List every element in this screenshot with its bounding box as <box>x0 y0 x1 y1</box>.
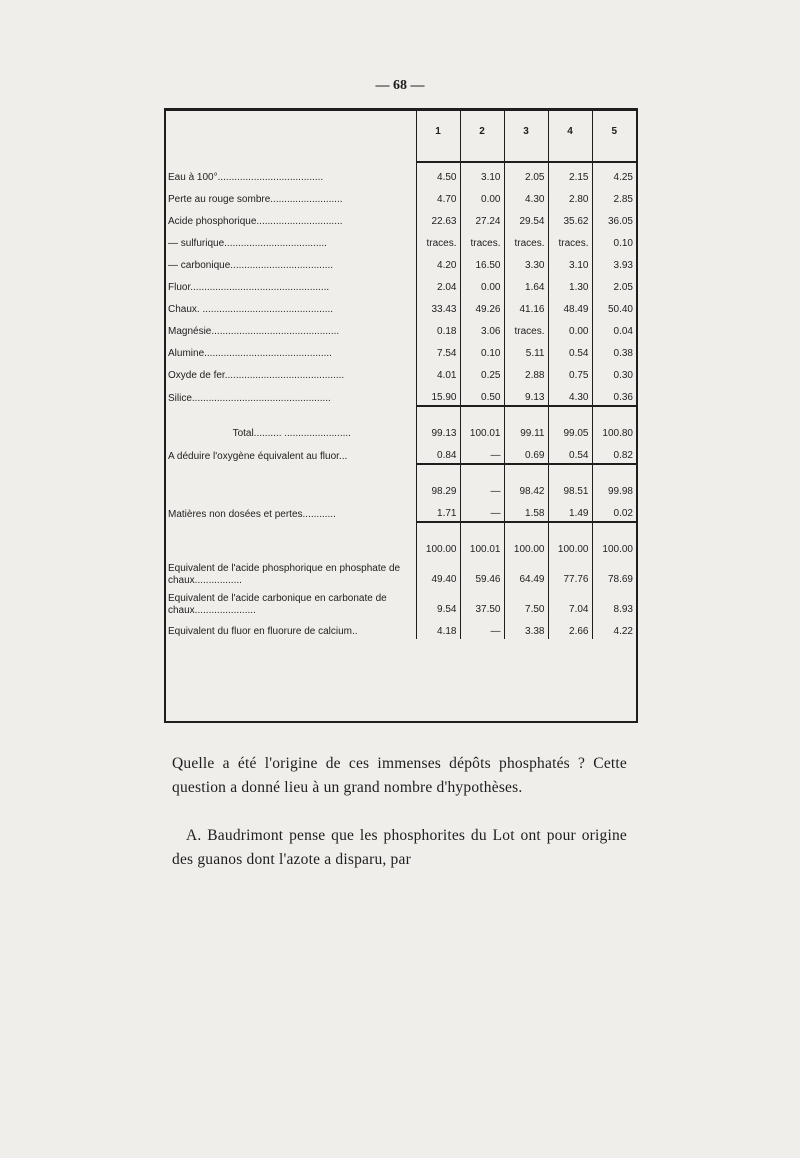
cell-value: traces. <box>460 229 504 251</box>
column-header: 3 <box>504 111 548 162</box>
column-header: 4 <box>548 111 592 162</box>
row-label: Fluor.................................................. <box>168 282 330 293</box>
cell-value: 100.01 <box>460 419 504 441</box>
cell-value: 35.62 <box>548 207 592 229</box>
table-row <box>166 361 636 383</box>
table-row <box>166 499 636 522</box>
cell-value: 48.49 <box>548 295 592 317</box>
row-label: Total.......... ........................ <box>232 428 351 439</box>
cell-value: 9.13 <box>504 383 548 406</box>
row-label: Alumine.............................................. <box>168 348 332 359</box>
table-row <box>166 185 636 207</box>
column-header: 1 <box>416 111 460 162</box>
cell-value: 49.26 <box>460 295 504 317</box>
cell-value: 0.38 <box>592 339 636 361</box>
cell-value: 100.00 <box>416 535 460 557</box>
analysis-table-grid <box>166 111 636 639</box>
cell-value: 0.25 <box>460 361 504 383</box>
table-row <box>166 295 636 317</box>
cell-value: 100.00 <box>548 535 592 557</box>
cell-value: 2.05 <box>592 273 636 295</box>
cell-value: 1.49 <box>548 499 592 522</box>
cell-value: traces. <box>504 229 548 251</box>
cell-value: 1.58 <box>504 499 548 522</box>
cell-value: 0.04 <box>592 317 636 339</box>
cell-value: 100.01 <box>460 535 504 557</box>
cell-value: traces. <box>504 317 548 339</box>
cell-value: 3.93 <box>592 251 636 273</box>
cell-value: 0.82 <box>592 441 636 464</box>
cell-value: 0.02 <box>592 499 636 522</box>
row-label: A déduire l'oxygène équivalent au fluor... <box>168 451 348 462</box>
cell-value: 0.84 <box>416 441 460 464</box>
table-row <box>166 441 636 464</box>
cell-value: 49.40 <box>416 557 460 587</box>
cell-value: 0.75 <box>548 361 592 383</box>
cell-value: 7.50 <box>504 587 548 617</box>
cell-value: 3.10 <box>548 251 592 273</box>
row-label: Eau à 100°...................................... <box>168 172 324 183</box>
cell-value: 3.30 <box>504 251 548 273</box>
cell-value: 3.38 <box>504 617 548 639</box>
cell-value: 22.63 <box>416 207 460 229</box>
cell-value: 64.49 <box>504 557 548 587</box>
cell-value: 2.80 <box>548 185 592 207</box>
cell-value: 4.70 <box>416 185 460 207</box>
cell-value: 16.50 <box>460 251 504 273</box>
cell-value: 3.06 <box>460 317 504 339</box>
cell-value: 36.05 <box>592 207 636 229</box>
table-spacer <box>166 406 636 419</box>
cell-value: 7.54 <box>416 339 460 361</box>
cell-value: 99.05 <box>548 419 592 441</box>
page-number: — 68 — <box>375 78 425 93</box>
cell-value: — <box>460 441 504 464</box>
cell-value: 0.54 <box>548 441 592 464</box>
table-spacer <box>166 464 636 477</box>
cell-value: 33.43 <box>416 295 460 317</box>
table-body <box>166 162 636 639</box>
cell-value: 1.64 <box>504 273 548 295</box>
row-label: Equivalent du fluor en fluorure de calcium.. <box>168 626 358 637</box>
cell-value: 98.29 <box>416 477 460 499</box>
cell-value: 59.46 <box>460 557 504 587</box>
cell-value: traces. <box>548 229 592 251</box>
cell-value: 0.00 <box>548 317 592 339</box>
cell-value: — <box>460 499 504 522</box>
cell-value: 100.00 <box>504 535 548 557</box>
cell-value: 98.42 <box>504 477 548 499</box>
row-label: Acide phosphorique............................... <box>168 216 343 227</box>
table-row <box>166 339 636 361</box>
table-row <box>166 617 636 639</box>
cell-value: 99.98 <box>592 477 636 499</box>
row-label <box>166 535 416 557</box>
row-label: Matières non dosées et pertes............ <box>168 509 336 520</box>
cell-value: 27.24 <box>460 207 504 229</box>
cell-value: 2.05 <box>504 162 548 185</box>
table-row <box>166 419 636 441</box>
cell-value: 5.11 <box>504 339 548 361</box>
cell-value: 0.30 <box>592 361 636 383</box>
cell-value: 2.66 <box>548 617 592 639</box>
cell-value: traces. <box>416 229 460 251</box>
row-label: Chaux. ............................................... <box>168 304 334 315</box>
table-row <box>166 229 636 251</box>
cell-value: 41.16 <box>504 295 548 317</box>
table-row <box>166 207 636 229</box>
column-header: 5 <box>592 111 636 162</box>
cell-value: 2.88 <box>504 361 548 383</box>
cell-value: 0.18 <box>416 317 460 339</box>
row-label: — sulfurique..................................... <box>168 238 327 249</box>
cell-value: 0.00 <box>460 185 504 207</box>
row-label: — carbonique..................................... <box>168 260 334 271</box>
cell-value: 4.01 <box>416 361 460 383</box>
cell-value: 0.10 <box>460 339 504 361</box>
label-column-header <box>166 111 416 162</box>
row-label: Equivalent de l'acide phosphorique en phosphate de chaux................. <box>168 563 401 586</box>
analysis-table <box>164 108 638 723</box>
table-row <box>166 535 636 557</box>
cell-value: 78.69 <box>592 557 636 587</box>
cell-value: 15.90 <box>416 383 460 406</box>
cell-value: 100.00 <box>592 535 636 557</box>
cell-value: 100.80 <box>592 419 636 441</box>
row-label <box>166 477 416 499</box>
cell-value: 9.54 <box>416 587 460 617</box>
cell-value: 0.69 <box>504 441 548 464</box>
row-label: Silice.................................................. <box>168 393 331 404</box>
table-row <box>166 557 636 587</box>
table-spacer <box>166 522 636 535</box>
cell-value: 4.50 <box>416 162 460 185</box>
table-row <box>166 162 636 185</box>
cell-value: 4.18 <box>416 617 460 639</box>
cell-value: — <box>460 477 504 499</box>
cell-value: 4.20 <box>416 251 460 273</box>
cell-value: 4.30 <box>548 383 592 406</box>
cell-value: 4.30 <box>504 185 548 207</box>
row-label: Perte au rouge sombre.......................... <box>168 194 343 205</box>
cell-value: 7.04 <box>548 587 592 617</box>
cell-value: 77.76 <box>548 557 592 587</box>
table-row <box>166 251 636 273</box>
cell-value: 2.85 <box>592 185 636 207</box>
cell-value: — <box>460 617 504 639</box>
row-label: Oxyde de fer........................................... <box>168 370 345 381</box>
cell-value: 0.50 <box>460 383 504 406</box>
cell-value: 0.10 <box>592 229 636 251</box>
table-row <box>166 273 636 295</box>
cell-value: 99.11 <box>504 419 548 441</box>
table-row <box>166 383 636 406</box>
cell-value: 99.13 <box>416 419 460 441</box>
column-header-row <box>166 111 636 162</box>
table-row <box>166 317 636 339</box>
cell-value: 2.04 <box>416 273 460 295</box>
cell-value: 4.22 <box>592 617 636 639</box>
row-label: Magnésie.............................................. <box>168 326 340 337</box>
column-header: 2 <box>460 111 504 162</box>
paragraph-baudrimont: A. Baudrimont pense que les phosphorites du Lot ont pour origine des guanos dont l'azote a disparu, par <box>172 827 627 868</box>
cell-value: 3.10 <box>460 162 504 185</box>
cell-value: 0.00 <box>460 273 504 295</box>
cell-value: 37.50 <box>460 587 504 617</box>
cell-value: 0.36 <box>592 383 636 406</box>
row-label: Equivalent de l'acide carbonique en carbonate de chaux...................... <box>168 593 387 616</box>
table-row <box>166 587 636 617</box>
paragraph-origin-question: Quelle a été l'origine de ces immenses dépôts phosphatés ? Cette question a donné lieu à un grand nombre d'hypothèses. <box>172 755 627 796</box>
cell-value: 4.25 <box>592 162 636 185</box>
cell-value: 2.15 <box>548 162 592 185</box>
cell-value: 1.30 <box>548 273 592 295</box>
cell-value: 29.54 <box>504 207 548 229</box>
cell-value: 0.54 <box>548 339 592 361</box>
cell-value: 8.93 <box>592 587 636 617</box>
cell-value: 50.40 <box>592 295 636 317</box>
cell-value: 1.71 <box>416 499 460 522</box>
cell-value: 98.51 <box>548 477 592 499</box>
table-row <box>166 477 636 499</box>
